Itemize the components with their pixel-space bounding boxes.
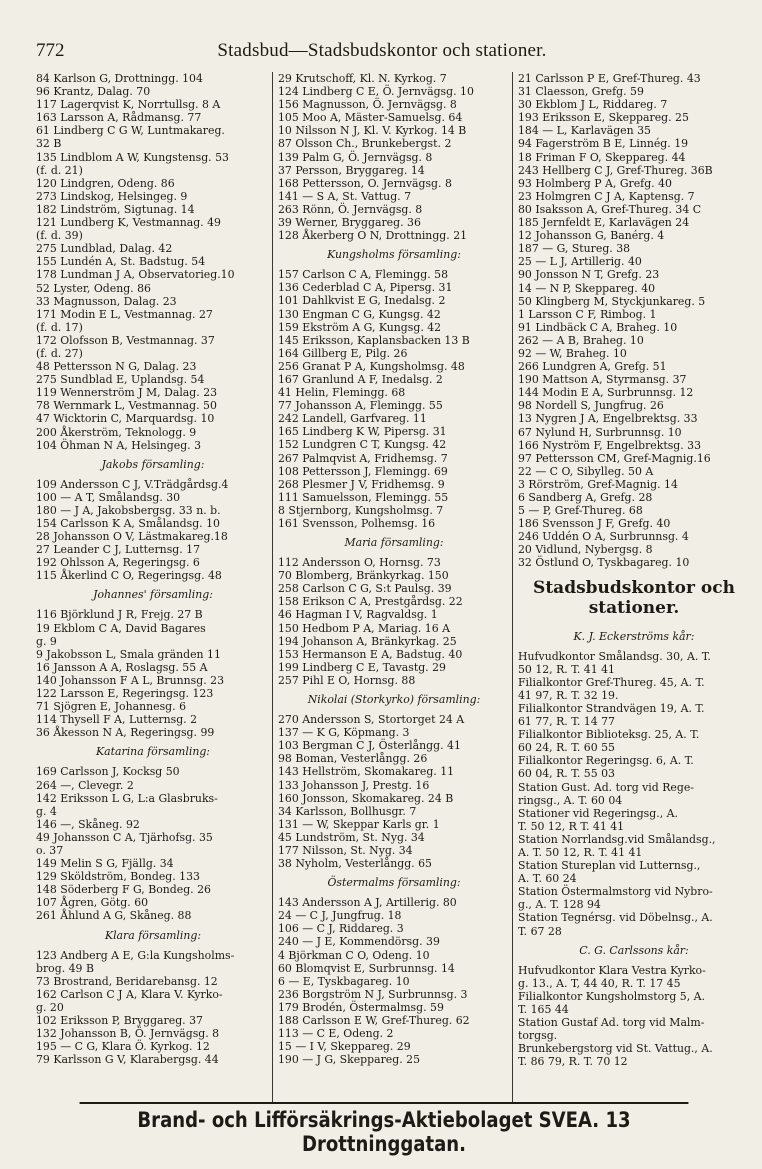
directory-entry: T. 67 28 bbox=[518, 924, 562, 938]
directory-entry: Filialkontor Gref-Thureg. 45, A. T. bbox=[518, 675, 705, 689]
directory-entry: 162 Carlson C J A, Klara V. Kyrko- bbox=[36, 987, 223, 1001]
directory-entry: 158 Erikson C A, Prestgårdsg. 22 bbox=[278, 595, 463, 609]
directory-entry: 184 — L, Karlavägen 35 bbox=[518, 124, 651, 138]
directory-entry: 121 Lundberg K, Vestmannag. 49 bbox=[36, 216, 221, 230]
directory-entry: Station Stureplan vid Lutternsg., bbox=[518, 859, 701, 873]
directory-entry: 107 Ågren, Götg. 60 bbox=[36, 896, 149, 910]
directory-entry: 106 — C J, Riddareg. 3 bbox=[278, 922, 404, 936]
footer-advertisement: Brand- och Lifförsäkrings-Aktiebolaget SVEA. 13 Drottninggatan. bbox=[80, 1102, 689, 1156]
directory-entry: 273 Lindskog, Helsingeg. 9 bbox=[36, 189, 188, 203]
directory-entry: 168 Pettersson, O. Jernvägsg. 8 bbox=[278, 176, 452, 190]
directory-entry: 182 Lindström, Sigtunag. 14 bbox=[36, 202, 195, 216]
directory-entry: 14 — N P, Skeppareg. 40 bbox=[518, 281, 656, 295]
directory-entry: 186 Svensson J F, Grefg. 40 bbox=[518, 517, 671, 531]
directory-entry: 29 Krutschoff, Kl. N. Kyrkog. 7 bbox=[278, 72, 447, 85]
directory-entry: 71 Sjögren E, Johannesg. 6 bbox=[36, 700, 187, 714]
directory-entry: 172 Olofsson B, Vestmannag. 37 bbox=[36, 333, 215, 347]
directory-entry: 163 Larsson A, Rådmansg. 77 bbox=[36, 111, 202, 125]
directory-entry: 120 Lindgren, Odeng. 86 bbox=[36, 176, 175, 190]
directory-entry: 1 Larsson C F, Rimbog. 1 bbox=[518, 307, 657, 321]
directory-entry: 30 Ekblom J L, Riddareg. 7 bbox=[518, 98, 668, 112]
directory-entry: 21 Carlsson P E, Gref-Thureg. 43 bbox=[518, 72, 701, 85]
directory-entry: 61 77, R. T. 14 77 bbox=[518, 715, 615, 729]
directory-entry: 33 Magnusson, Dalag. 23 bbox=[36, 294, 177, 308]
directory-entry: 25 — L J, Artillerig. 40 bbox=[518, 255, 642, 269]
directory-entry: 266 Lundgren A, Grefg. 51 bbox=[518, 360, 667, 374]
directory-entry: 12 Johansson G, Banérg. 4 bbox=[518, 229, 665, 243]
directory-entry: 108 Pettersson J, Flemingg. 69 bbox=[278, 464, 448, 478]
directory-entry: 137 — K G, Köpmang. 3 bbox=[278, 726, 410, 740]
directory-entry: 199 Lindberg C E, Tavastg. 29 bbox=[278, 660, 446, 674]
directory-entry: g. 13., A. T, 44 40, R. T. 17 45 bbox=[518, 976, 681, 990]
parish-heading: C. G. Carlssons kår: bbox=[579, 943, 689, 957]
directory-entry: 105 Moo A, Mäster-Samuelsg. 64 bbox=[278, 111, 463, 125]
directory-entry: 4 Björkman C O, Odeng. 10 bbox=[278, 948, 430, 962]
parish-heading: Klara församling: bbox=[104, 928, 202, 942]
directory-entry: 41 Helin, Flemingg. 68 bbox=[278, 386, 406, 400]
directory-entry: 98 Nordell S, Jungfrug. 26 bbox=[518, 399, 664, 413]
directory-entry: 104 Öhman N A, Helsingeg. 3 bbox=[36, 438, 202, 452]
directory-entry: g. 9 bbox=[36, 634, 57, 648]
directory-entry: 28 Johansson O V, Lästmakareg.18 bbox=[36, 530, 228, 544]
directory-entry: 139 Palm G, Ö. Jernvägsg. 8 bbox=[278, 150, 433, 164]
directory-entry: 263 Rönn, Ö. Jernvägsg. 8 bbox=[278, 202, 423, 216]
directory-entry: Filialkontor Strandvägen 19, A. T. bbox=[518, 701, 705, 715]
directory-entry: 165 Lindberg K W, Pipersg. 31 bbox=[278, 425, 447, 439]
directory-entry: 160 Jonsson, Skomakareg. 24 B bbox=[278, 791, 454, 805]
directory-entry: Filialkontor Biblioteksg. 25, A. T. bbox=[518, 728, 700, 742]
directory-entry: 187 — G, Stureg. 38 bbox=[518, 242, 631, 256]
parish-heading: Nikolai (Storkyrko) församling: bbox=[307, 693, 481, 707]
parish-heading: Johannes' församling: bbox=[93, 588, 213, 602]
page-number: 772 bbox=[36, 40, 65, 61]
directory-entry: 41 97, R. T. 32 19. bbox=[518, 688, 619, 702]
parish-heading: Katarina församling: bbox=[96, 745, 210, 759]
directory-entry: 97 Pettersson CM, Gref-Magnig.16 bbox=[518, 451, 711, 465]
directory-entry: 60 Blomqvist E, Surbrunnsg. 14 bbox=[278, 961, 455, 975]
directory-entry: 114 Thysell F A, Lutternsg. 2 bbox=[36, 713, 198, 727]
directory-entry: A. T. 60 24 bbox=[518, 872, 577, 886]
directory-entry: 153 Hermanson E A, Badstug. 40 bbox=[278, 647, 463, 661]
directory-entry: 150 Hedbom P A, Mariag. 16 A bbox=[278, 621, 450, 635]
directory-entry: 194 Johanson A, Bränkyrkag. 25 bbox=[278, 634, 457, 648]
directory-entry: (f. d. 17) bbox=[36, 320, 83, 334]
directory-entry: 109 Andersson C J, V.Trädgårdsg.4 bbox=[36, 477, 229, 491]
directory-entry: 31 Claesson, Grefg. 59 bbox=[518, 85, 644, 99]
directory-entry: 149 Melin S G, Fjällg. 34 bbox=[36, 857, 174, 871]
directory-entry: 164 Gillberg E, Pilg. 26 bbox=[278, 346, 408, 360]
directory-entry: 87 Olsson Ch., Brunkebergst. 2 bbox=[278, 137, 452, 151]
directory-entry: 178 Lundman J A, Observatorieg.10 bbox=[36, 268, 235, 282]
directory-entry: 117 Lagerqvist K, Norrtullsg. 8 A bbox=[36, 98, 221, 112]
directory-entry: 177 Nilsson, St. Nyg. 34 bbox=[278, 843, 413, 857]
column-middle bbox=[272, 72, 512, 1102]
directory-entry: 131 — W, Skeppar Karls gr. 1 bbox=[278, 817, 440, 831]
directory-entry: 70 Blomberg, Bränkyrkag. 150 bbox=[278, 569, 449, 583]
directory-entry: 148 Söderberg F G, Bondeg. 26 bbox=[36, 883, 211, 897]
directory-entry: 145 Eriksson, Kaplansbacken 13 B bbox=[278, 333, 470, 347]
directory-columns bbox=[34, 72, 752, 1102]
directory-entry: 92 — W, Braheg. 10 bbox=[518, 346, 627, 360]
directory-entry: 102 Eriksson P, Bryggareg. 37 bbox=[36, 1014, 203, 1027]
directory-entry: 128 Åkerberg O N, Drottningg. 21 bbox=[278, 229, 468, 243]
directory-entry: 37 Persson, Bryggareg. 14 bbox=[278, 163, 425, 177]
directory-entry: 243 Hellberg C J, Gref-Thureg. 36B bbox=[518, 163, 713, 177]
directory-entry: 103 Bergman C J, Österlångg. 41 bbox=[278, 739, 461, 753]
page-title: Stadsbud—Stadsbudskontor och stationer. bbox=[217, 40, 547, 61]
directory-entry: 136 Cederblad C A, Pipersg. 31 bbox=[278, 281, 453, 295]
directory-entry: T. 165 44 bbox=[518, 1002, 569, 1016]
directory-entry: 6 Sandberg A, Grefg. 28 bbox=[518, 491, 653, 504]
directory-entry: 61 Lindberg C G W, Luntmakareg. bbox=[36, 124, 225, 138]
directory-entry: 116 Björklund J R, Frejg. 27 B bbox=[36, 608, 203, 622]
directory-entry: 130 Engman C G, Kungsg. 42 bbox=[278, 307, 441, 321]
directory-entry: 143 Andersson A J, Artillerig. 80 bbox=[278, 896, 457, 910]
directory-entry: g., A. T. 128 94 bbox=[518, 898, 601, 912]
directory-entry: 24 — C J, Jungfrug. 18 bbox=[278, 909, 402, 923]
directory-entry: 36 Åkesson N A, Regeringsg. 99 bbox=[36, 726, 215, 740]
directory-entry: 91 Lindbäck C A, Braheg. 10 bbox=[518, 320, 678, 334]
directory-entry: 185 Jernfeldt E, Karlavägen 24 bbox=[518, 216, 690, 230]
directory-entry: 144 Modin E A, Surbrunnsg. 12 bbox=[518, 386, 694, 400]
directory-entry: 45 Lundström, St. Nyg. 34 bbox=[278, 830, 425, 844]
directory-entry: 242 Landell, Garfvareg. 11 bbox=[278, 412, 427, 426]
directory-entry: 122 Larsson E, Regeringsg. 123 bbox=[36, 687, 214, 701]
directory-entry: 93 Holmberg P A, Grefg. 40 bbox=[518, 176, 672, 190]
directory-entry: 60 24, R. T. 60 55 bbox=[518, 741, 615, 755]
directory-entry: 27 Leander C J, Lutternsg. 17 bbox=[36, 543, 201, 557]
directory-entry: 171 Modin E L, Vestmannag. 27 bbox=[36, 307, 213, 321]
directory-entry: 142 Eriksson L G, L:a Glasbruks- bbox=[36, 791, 218, 805]
directory-entry: 73 Brostrand, Beridarebansg. 12 bbox=[36, 974, 218, 988]
directory-entry: 90 Jonsson N T, Grefg. 23 bbox=[518, 268, 660, 282]
directory-entry: Hufvudkontor Smålandsg. 30, A. T. bbox=[518, 649, 711, 663]
directory-entry: 146 —, Skåneg. 92 bbox=[36, 817, 140, 831]
directory-entry: 22 — C O, Sibylleg. 50 A bbox=[518, 464, 654, 478]
directory-entry: Stationer vid Regeringsg., A. bbox=[518, 806, 678, 820]
directory-entry: 18 Friman F O, Skeppareg. 44 bbox=[518, 150, 686, 164]
column-right bbox=[512, 72, 752, 1102]
directory-entry: 32 Östlund O, Tyskbagareg. 10 bbox=[518, 556, 690, 570]
directory-entry: g. 4 bbox=[36, 804, 57, 818]
directory-entry: 155 Lundén A, St. Badstug. 54 bbox=[36, 255, 206, 269]
directory-entry: 100 — A T, Smålandsg. 30 bbox=[36, 490, 181, 504]
directory-entry: 46 Hagman I V, Ragvaldsg. 1 bbox=[278, 608, 438, 622]
directory-entry: 261 Åhlund A G, Skåneg. 88 bbox=[36, 909, 192, 923]
directory-entry: 9 Jakobsson L, Smala gränden 11 bbox=[36, 647, 221, 661]
directory-entry: Station Norrlandsg.vid Smålandsg., bbox=[518, 832, 716, 846]
directory-entry: 275 Sundblad E, Uplandsg. 54 bbox=[36, 373, 205, 387]
directory-entry: 140 Johansson F A L, Brunnsg. 23 bbox=[36, 673, 224, 687]
directory-entry: 6 — E, Tyskbagareg. 10 bbox=[278, 974, 410, 988]
directory-entry: 129 Sköldström, Bondeg. 133 bbox=[36, 870, 200, 884]
directory-entry: 98 Boman, Vesterlångg. 26 bbox=[278, 752, 428, 766]
directory-entry: 161 Svensson, Polhemsg. 16 bbox=[278, 517, 436, 530]
directory-entry: 49 Johansson C A, Tjärhofsg. 35 bbox=[36, 830, 213, 844]
directory-entry: 157 Carlson C A, Flemingg. 58 bbox=[278, 268, 449, 282]
directory-entry: Filialkontor Kungsholmstorg 5, A. bbox=[518, 989, 705, 1003]
directory-entry: 77 Johansson A, Flemingg. 55 bbox=[278, 399, 443, 413]
section-heading: stationer. bbox=[588, 597, 680, 618]
directory-entry: 156 Magnusson, Ö. Jernvägsg. 8 bbox=[278, 98, 457, 112]
directory-entry: 193 Eriksson E, Skeppareg. 25 bbox=[518, 111, 689, 125]
directory-entry: 111 Samuelsson, Flemingg. 55 bbox=[278, 490, 449, 504]
directory-entry: ringsg., A. T. 60 04 bbox=[518, 793, 623, 807]
directory-entry: 152 Lundgren C T, Kungsg. 42 bbox=[278, 438, 447, 452]
parish-heading: K. J. Eckerströms kår: bbox=[573, 629, 695, 643]
directory-entry: brog. 49 B bbox=[36, 961, 94, 975]
directory-entry: 180 — J A, Jakobsbergsg. 33 n. b. bbox=[36, 503, 221, 517]
directory-entry: 257 Pihl E O, Hornsg. 88 bbox=[278, 673, 416, 687]
directory-entry: 48 Pettersson N G, Dalag. 23 bbox=[36, 360, 197, 374]
directory-entry: 169 Carlsson J, Kocksg 50 bbox=[36, 765, 180, 779]
directory-entry: 236 Borgström N J, Surbrunnsg. 3 bbox=[278, 987, 468, 1001]
directory-entry: 96 Krantz, Dalag. 70 bbox=[36, 85, 151, 99]
directory-entry: T. 86 79, R. T. 70 12 bbox=[518, 1055, 628, 1069]
directory-entry: Brunkebergstorg vid St. Vattug., A. bbox=[518, 1042, 713, 1056]
directory-entry: 39 Werner, Bryggareg. 36 bbox=[278, 216, 421, 230]
directory-entry: (f. d. 39) bbox=[36, 229, 83, 243]
directory-entry: 119 Wennerström J M, Dalag. 23 bbox=[36, 386, 218, 400]
directory-entry: 115 Åkerlind C O, Regeringsg. 48 bbox=[36, 569, 222, 583]
directory-entry: 101 Dahlkvist E G, Inedalsg. 2 bbox=[278, 294, 446, 308]
directory-entry: Station Gustaf Ad. torg vid Malm- bbox=[518, 1016, 705, 1029]
directory-entry: 256 Granat P A, Kungsholmsg. 48 bbox=[278, 359, 465, 373]
directory-entry: 133 Johansson J, Prestg. 16 bbox=[278, 778, 430, 792]
directory-entry: 34 Karlsson, Bollhusgr. 7 bbox=[278, 804, 417, 818]
directory-entry: o. 37 bbox=[36, 843, 64, 857]
directory-entry: T. 50 12, R T. 41 41 bbox=[518, 819, 625, 833]
directory-entry: 52 Lyster, Odeng. 86 bbox=[36, 281, 151, 295]
directory-entry: 47 Wicktorin C, Marquardsg. 10 bbox=[36, 412, 215, 426]
directory-entry: 84 Karlson G, Drottningg. 104 bbox=[36, 72, 203, 85]
directory-entry: 13 Nygren J A, Engelbrektsg. 33 bbox=[518, 412, 698, 426]
directory-entry: 262 — A B, Braheg. 10 bbox=[518, 333, 644, 347]
directory-entry: 141 — S A, St. Vattug. 7 bbox=[278, 189, 412, 203]
directory-entry: 78 Wernmark L, Vestmannag. 50 bbox=[36, 399, 217, 413]
directory-entry: 10 Nilsson N J, Kl. V. Kyrkog. 14 B bbox=[278, 124, 467, 138]
directory-entry: 32 B bbox=[36, 137, 62, 151]
directory-entry: 275 Lundblad, Dalag. 42 bbox=[36, 242, 173, 256]
directory-entry: 268 Plesmer J V, Fridhemsg. 9 bbox=[278, 477, 445, 491]
directory-entry: A. T. 50 12, R. T. 41 41 bbox=[518, 845, 643, 859]
directory-entry: 190 Mattson A, Styrmansg. 37 bbox=[518, 373, 687, 387]
directory-entry: 135 Lindblom A W, Kungstensg. 53 bbox=[36, 150, 229, 164]
directory-entry: 167 Granlund A F, Inedalsg. 2 bbox=[278, 372, 443, 386]
directory-entry: 79 Karlsson G V, Klarabergsg. 44 bbox=[36, 1053, 219, 1067]
column-left bbox=[34, 72, 272, 1102]
parish-heading: Jakobs församling: bbox=[101, 457, 205, 471]
directory-entry: 240 — J E, Kommendörsg. 39 bbox=[278, 935, 440, 949]
directory-entry: 94 Fagerström B E, Linnég. 19 bbox=[518, 137, 689, 151]
directory-entry: 192 Ohlsson A, Regeringsg. 6 bbox=[36, 556, 200, 570]
directory-entry: Hufvudkontor Klara Vestra Kyrko- bbox=[518, 963, 706, 977]
directory-entry: (f. d. 21) bbox=[36, 163, 83, 177]
directory-entry: 80 Isaksson A, Gref-Thureg. 34 C bbox=[518, 202, 702, 216]
parish-heading: Maria församling: bbox=[344, 536, 444, 550]
directory-entry: 38 Nyholm, Vesterlångg. 65 bbox=[278, 857, 432, 871]
section-heading: Stadsbudskontor och bbox=[533, 577, 735, 598]
directory-entry: Station Gust. Ad. torg vid Rege- bbox=[518, 780, 694, 794]
directory-entry: 188 Carlsson E W, Gref-Thureg. 62 bbox=[278, 1014, 470, 1027]
directory-entry: 16 Jansson A A, Roslagsg. 55 A bbox=[36, 660, 208, 674]
directory-entry: 20 Vidlund, Nybergsg. 8 bbox=[518, 543, 653, 557]
directory-entry: g. 20 bbox=[36, 1000, 64, 1014]
directory-entry: 154 Carlsson K A, Smålandsg. 10 bbox=[36, 517, 220, 530]
directory-entry: 159 Ekström A G, Kungsg. 42 bbox=[278, 320, 442, 334]
parish-heading: Kungsholms församling: bbox=[327, 248, 461, 262]
directory-entry: 270 Andersson S, Stortorget 24 A bbox=[278, 713, 465, 727]
directory-entry: 5 — P, Gref-Thureg. 68 bbox=[518, 504, 643, 518]
page-header bbox=[28, 40, 736, 70]
directory-entry: 200 Åkerström, Teknologg. 9 bbox=[36, 425, 197, 439]
directory-entry: 264 —, Clevegr. 2 bbox=[36, 778, 134, 792]
directory-entry: 3 Rörström, Gref-Magnig. 14 bbox=[518, 477, 678, 491]
directory-entry: 8 Stjernborg, Kungsholmsg. 7 bbox=[278, 503, 444, 517]
directory-entry: 15 — I V, Skeppareg. 29 bbox=[278, 1040, 411, 1054]
directory-entry: 23 Holmgren C J A, Kaptensg. 7 bbox=[518, 189, 695, 203]
directory-entry: 246 Uddén O A, Surbrunnsg. 4 bbox=[518, 530, 689, 544]
directory-entry: 113 — C E, Odeng. 2 bbox=[278, 1027, 394, 1041]
directory-entry: 60 04, R. T. 55 03 bbox=[518, 767, 615, 781]
directory-entry: 190 — J G, Skeppareg. 25 bbox=[278, 1053, 421, 1067]
directory-entry: 132 Johansson B, Ö. Jernvägsg. 8 bbox=[36, 1027, 220, 1041]
directory-entry: Filialkontor Regeringsg. 6, A. T. bbox=[518, 754, 694, 768]
directory-entry: torgsg. bbox=[518, 1029, 558, 1043]
directory-entry: 123 Andberg A E, G:la Kungsholms- bbox=[36, 948, 235, 962]
directory-entry: 179 Brodén, Östermalmsg. 59 bbox=[278, 1000, 444, 1014]
directory-entry: Station Östermalmstorg vid Nybro- bbox=[518, 885, 713, 899]
directory-entry: 67 Nylund H, Surbrunnsg. 10 bbox=[518, 425, 682, 439]
directory-entry: 124 Lindberg C E, Ö. Jernvägsg. 10 bbox=[278, 85, 474, 99]
directory-entry: 19 Ekblom C A, David Bagares bbox=[36, 621, 206, 635]
directory-entry: 166 Nyström F, Engelbrektsg. 33 bbox=[518, 438, 702, 452]
directory-entry: 258 Carlson C G, S:t Paulsg. 39 bbox=[278, 582, 452, 596]
directory-entry: 267 Palmqvist A, Fridhemsg. 7 bbox=[278, 451, 448, 465]
directory-entry: 143 Hellström, Skomakareg. 11 bbox=[278, 765, 455, 779]
directory-entry: Station Tegnérsg. vid Döbelnsg., A. bbox=[518, 911, 713, 925]
directory-entry: 195 — C G, Klara Ö. Kyrkog. 12 bbox=[36, 1040, 210, 1054]
parish-heading: Östermalms församling: bbox=[327, 876, 461, 890]
directory-entry: (f. d. 27) bbox=[36, 346, 83, 360]
directory-entry: 50 Klingberg M, Styckjunkareg. 5 bbox=[518, 294, 706, 308]
directory-entry: 112 Andersson O, Hornsg. 73 bbox=[278, 556, 441, 570]
directory-entry: 50 12, R. T. 41 41 bbox=[518, 662, 615, 676]
